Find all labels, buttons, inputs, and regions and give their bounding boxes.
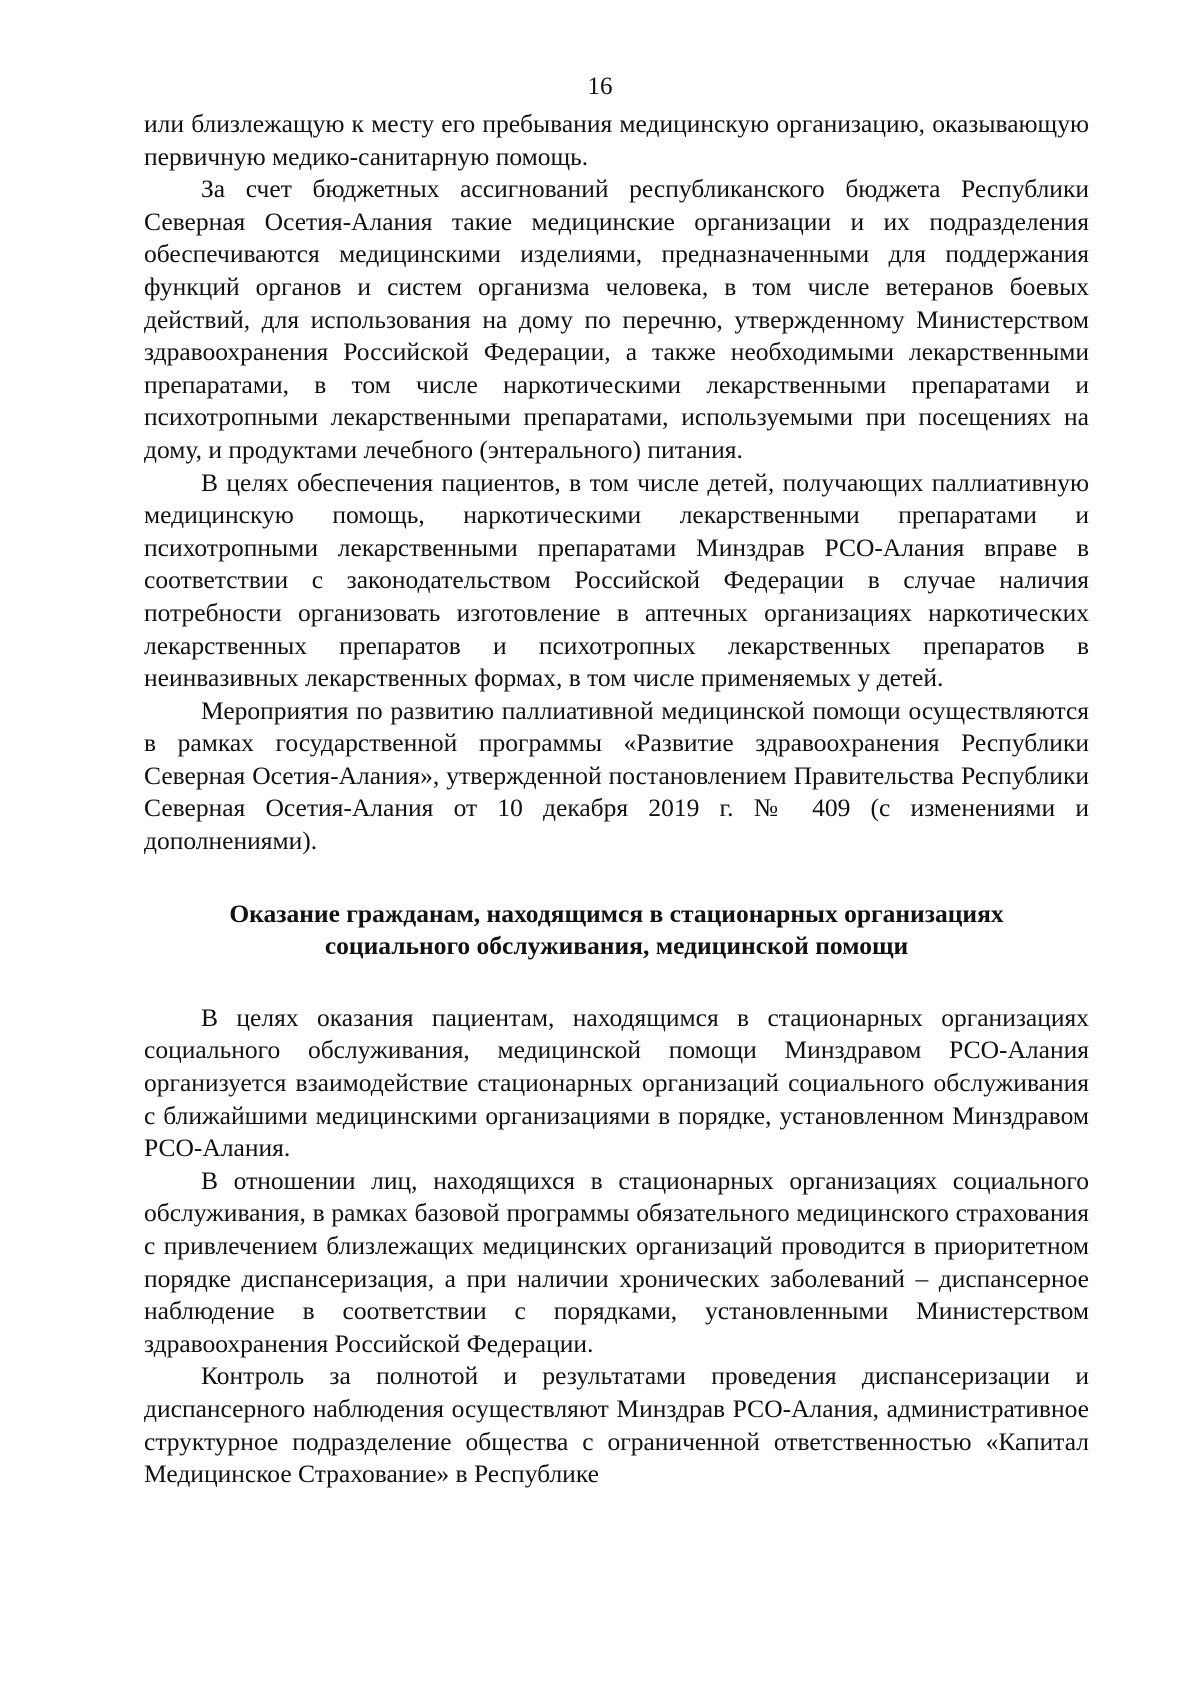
section-title-line-1: Оказание гражданам, находящимся в стационарных организациях: [229, 898, 1004, 928]
paragraph-social-care-interaction: В целях оказания пациентам, находящимся в стационарных организациях социального обслуживания, медицинской помощи Минздравом РСО-Алания организуется взаимодействие стационарных организаций социального обслуживания с ближайшими медицинскими организациями в порядке, установленном Минздравом РСО-Алания.: [144, 1002, 1089, 1163]
paragraph-continuation: или близлежащую к месту его пребывания медицинскую организацию, оказывающую первичную медико-санитарную помощь.: [144, 109, 1089, 171]
document-body: [144, 108, 1089, 1491]
page-number: 16: [587, 73, 613, 100]
section-title-line-2: социального обслуживания, медицинской помощи: [324, 931, 909, 961]
paragraph-palliative-program: Мероприятия по развитию паллиативной медицинской помощи осуществляются в рамках государственной программы «Развитие здравоохранения Республики Северная Осетия-Алания», утвержденной постановлением Правительства Республики Северная Осетия-Алания от 10 декабря 2019 г. № 409 (с изменениями и дополнениями).: [144, 695, 1089, 856]
paragraph-dispensary-examination: В отношении лиц, находящихся в стационарных организациях социального обслуживания, в рамках базовой программы обязательного медицинского страхования с привлечением близлежащих медицинских организаций проводится в приоритетном порядке диспансеризация, а при наличии хронических заболеваний – диспансерное наблюдение в соответствии с порядками, установленными Министерством здравоохранения Российской Федерации.: [144, 1165, 1089, 1358]
paragraph-palliative-drugs: В целях обеспечения пациентов, в том числе детей, получающих паллиативную медицинскую помощь, наркотическими лекарственными препаратами и психотропными лекарственными препаратами Минздрав РСО-Алания вправе в соответствии с законодательством Российской Федерации в случае наличия потребности организовать изготовление в аптечных организациях наркотических лекарственных препаратов и психотропных лекарственных препаратов в неинвазивных лекарственных формах, в том числе применяемых у детей.: [144, 467, 1089, 693]
section-title: [144, 898, 1089, 963]
paragraph-budget-funding: За счет бюджетных ассигнований республиканского бюджета Республики Северная Осетия-Алания такие медицинские организации и их подразделения обеспечиваются медицинскими изделиями, предназначенными для поддержания функций органов и систем организма человека, в том числе ветеранов боевых действий, для использования на дому по перечню, утвержденному Министерством здравоохранения Российской Федерации, а также необходимыми лекарственными препаратами, в том числе наркотическими лекарственными препаратами и психотропными лекарственными препаратами, используемыми при посещениях на дому, и продуктами лечебного (энтерального) питания.: [144, 174, 1089, 464]
paragraph-control: Контроль за полнотой и результатами проведения диспансеризации и диспансерного наблюдения осуществляют Минздрав РСО-Алания, административное структурное подразделение общества с ограниченной ответственностью «Капитал Медицинское Страхование» в Республике: [144, 1361, 1089, 1489]
